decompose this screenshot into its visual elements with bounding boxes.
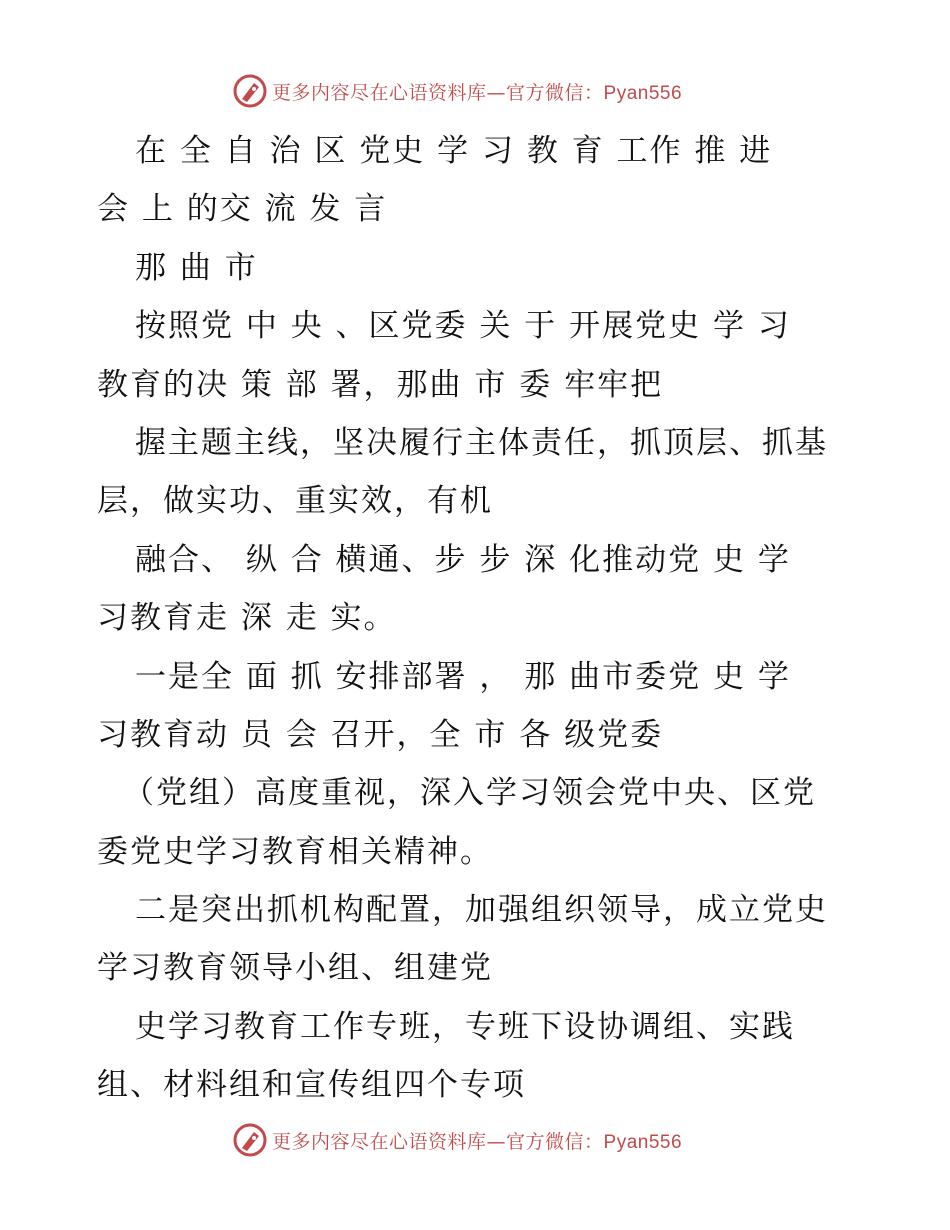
paragraph-line: 一是全 面 抓 安排部署 ， 那 曲市委党 史 学 <box>135 658 791 695</box>
watermark-banner-bottom <box>232 1120 682 1160</box>
paragraph-line: 习教育走 深 走 实。 <box>97 600 397 637</box>
watermark-banner-top <box>232 71 682 111</box>
paragraph-line: 习教育动 员 会 召开，全 市 各 级党委 <box>97 716 664 753</box>
title-line-2: 会 上 的交 流 发 言 <box>97 191 388 228</box>
watermark-text: 更多内容尽在心语资料库—官方微信：Pyan556 <box>272 1130 683 1153</box>
pen-nib-circle-logo-icon <box>232 73 268 109</box>
title-line-1: 在 全 自 治 区 党史 学 习 教 育 工作 推 进 <box>135 133 773 169</box>
paragraph-line: 教育的决 策 部 署，那曲 市 委 牢牢把 <box>97 366 664 403</box>
paragraph-line: 委党史学习教育相关精神。 <box>97 833 493 870</box>
paragraph-line: 二是突出抓机构配置，加强组织领导，成立党史 <box>135 892 828 929</box>
pen-nib-circle-logo-icon <box>232 1122 268 1158</box>
author-line: 那 曲 市 <box>135 249 258 286</box>
watermark-text: 更多内容尽在心语资料库—官方微信：Pyan556 <box>272 81 683 104</box>
paragraph-line: 握主题主线，坚决履行主体责任，抓顶层、抓基 <box>135 424 828 461</box>
paragraph-line: 层，做实功、重实效，有机 <box>97 483 493 520</box>
paragraph-line: 融合、 纵 合 横通、步 步 深 化推动党 史 学 <box>135 541 791 578</box>
paragraph-line: 组、材料组和宣传组四个专项 <box>97 1067 526 1104</box>
paragraph-line: （党组）高度重视，深入学习领会党中央、区党 <box>123 775 816 812</box>
document-body <box>97 122 857 1115</box>
paragraph-line: 学习教育领导小组、组建党 <box>97 950 493 987</box>
paragraph-line: 按照党 中 央 、区党委 关 于 开展党史 学 习 <box>135 308 791 345</box>
paragraph-line: 史学习教育工作专班，专班下设协调组、实践 <box>135 1008 795 1045</box>
